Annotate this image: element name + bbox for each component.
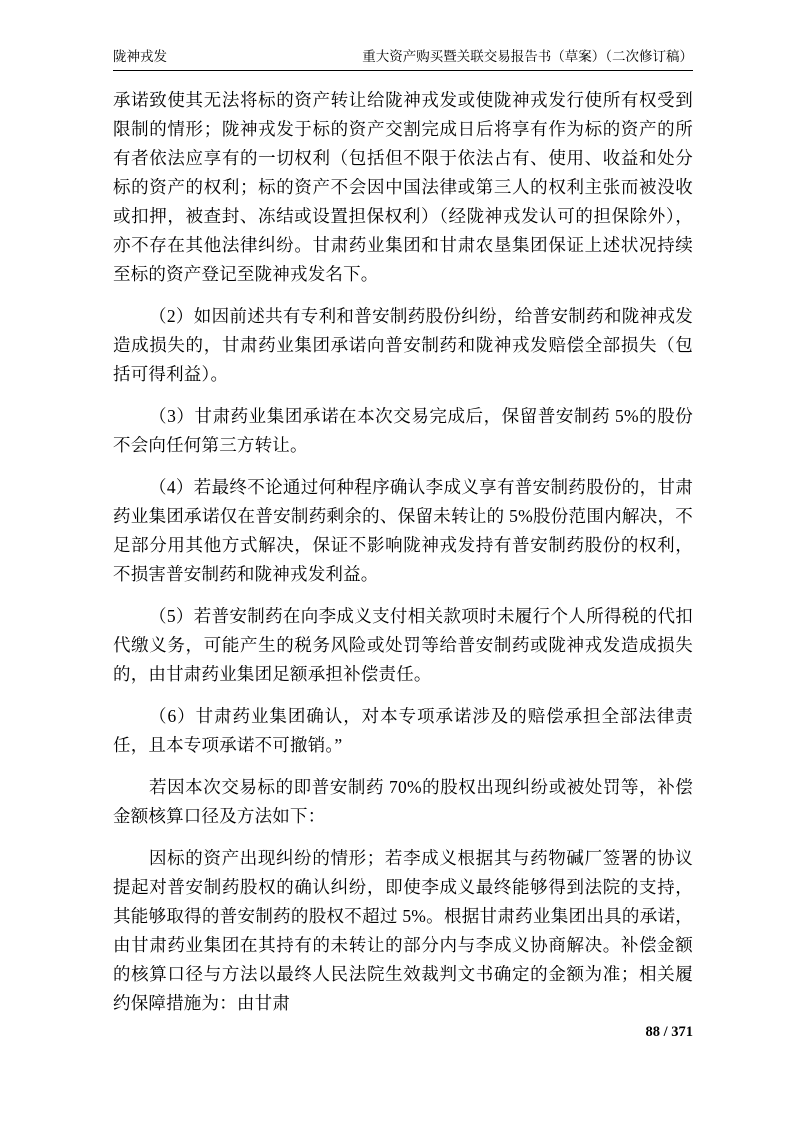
paragraph: （4）若最终不论通过何种程序确认李成义享有普安制药股份的，甘肃药业集团承诺仅在普安制药剩余的、保留未转让的 5%股份范围内解决，不足部分用其他方式解决，保证不影响陇神戎发持有普安制药股份的权利，不损害普安制药和陇神戎发利益。 <box>113 477 693 584</box>
document-body <box>113 86 693 1031</box>
page-header <box>113 48 693 71</box>
paragraph: 若因本次交易标的即普安制药 70%的股权出现纠纷或被处罚等，补偿金额核算口径及方法如下： <box>113 777 693 826</box>
page-footer <box>113 1024 693 1041</box>
paragraph: （3）甘肃药业集团承诺在本次交易完成后，保留普安制药 5%的股份不会向任何第三方转让。 <box>113 406 693 455</box>
paragraph: （6）甘肃药业集团确认，对本专项承诺涉及的赔偿承担全部法律责任，且本专项承诺不可撤销。” <box>113 706 693 755</box>
paragraph: （5）若普安制药在向李成义支付相关款项时未履行个人所得税的代扣代缴义务，可能产生的税务风险或处罚等给普安制药或陇神戎发造成损失的，由甘肃药业集团足额承担补偿责任。 <box>113 606 693 684</box>
paragraph: （2）如因前述共有专利和普安制药股份纠纷，给普安制药和陇神戎发造成损失的，甘肃药业集团承诺向普安制药和陇神戎发赔偿全部损失（包括可得利益）。 <box>113 306 693 384</box>
paragraph: 承诺致使其无法将标的资产转让给陇神戎发或使陇神戎发行使所有权受到限制的情形；陇神戎发于标的资产交割完成日后将享有作为标的资产的所有者依法应享有的一切权利（包括但不限于依法占有、使用、收益和处分标的资产的权利；标的资产不会因中国法律或第三人的权利主张而被没收或扣押，被查封、冻结或设置担保权利）（经陇神戎发认可的担保除外），亦不存在其他法律纠纷。甘肃药业集团和甘肃农垦集团保证上述状况持续至标的资产登记至陇神戎发名下。 <box>113 90 693 284</box>
paragraph: 因标的资产出现纠纷的情形；若李成义根据其与药物碱厂签署的协议提起对普安制药股权的确认纠纷，即使李成义最终能够得到法院的支持，其能够取得的普安制药的股权不超过 5%。根据甘肃药业集团出具的承诺，由甘肃药业集团在其持有的未转让的部分内与李成义协商解决。补偿金额的核算口径与方法以最终人民法院生效裁判文书确定的金额为准；相关履约保障措施为：由甘肃 <box>113 848 693 1013</box>
header-report-title: 重大资产购买暨关联交易报告书（草案）（二次修订稿） <box>362 49 693 64</box>
header-company-name: 陇神戎发 <box>113 49 167 64</box>
page-number: 88 / 371 <box>645 1024 693 1040</box>
